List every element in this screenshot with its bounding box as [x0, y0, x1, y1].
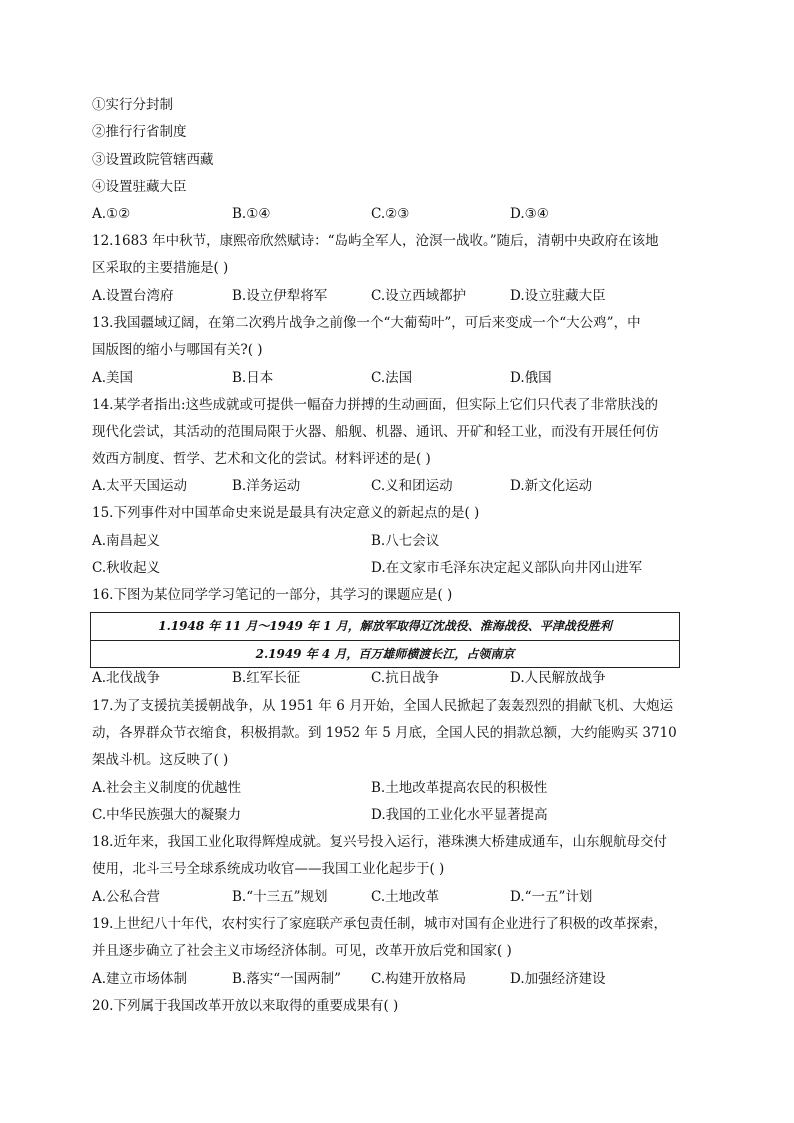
statement-item: ④设置驻藏大臣: [92, 179, 187, 195]
study-notes-table: [90, 612, 680, 668]
option-d: D.加强经济建设: [510, 971, 606, 987]
question-text: 效西方制度、哲学、艺术和文化的尝试。材料评述的是( ): [92, 451, 431, 467]
question-text: 现代化尝试，其活动的范围局限于火器、船舰、机器、通讯、开矿和轻工业，而没有开展任何仿: [92, 424, 659, 440]
option-b: B.日本: [232, 370, 274, 386]
option-d: D.人民解放战争: [510, 670, 606, 686]
notes-row: 2.1949 年 4 月，百万雄师横渡长江，占领南京: [255, 647, 515, 661]
option-d: D.俄国: [510, 370, 552, 386]
option-c: C.抗日战争: [371, 670, 440, 686]
question-text: 15.下列事件对中国革命史来说是最具有决定意义的新起点的是( ): [92, 505, 480, 521]
question-text: 16.下图为某位同学学习笔记的一部分，其学习的课题应是( ): [92, 587, 453, 603]
option-d: D.设立驻藏大臣: [510, 288, 606, 304]
option-d: D.在文家市毛泽东决定起义部队向井冈山进军: [371, 560, 643, 576]
option-a: A.建立市场体制: [92, 971, 188, 987]
option-c: C.土地改革: [371, 889, 440, 905]
option-a: A.北伐战争: [92, 670, 161, 686]
option-b: B.落实“一国两制”: [232, 971, 342, 987]
option-b: B.八七会议: [371, 533, 440, 549]
statement-item: ③设置政院管辖西藏: [92, 152, 214, 168]
question-text: 18.近年来，我国工业化取得辉煌成就。复兴号投入运行，港珠澳大桥建成通车，山东舰航母交付: [92, 834, 667, 850]
option-c: C.法国: [371, 370, 413, 386]
question-text: 并且逐步确立了社会主义市场经济体制。可见，改革开放后党和国家( ): [92, 943, 512, 959]
option-b: B.①④: [232, 206, 271, 222]
option-c: C.构建开放格局: [371, 971, 467, 987]
option-a: A.美国: [92, 370, 134, 386]
option-a: A.太平天国运动: [92, 478, 188, 494]
option-b: B.土地改革提高农民的积极性: [371, 780, 548, 796]
statement-item: ①实行分封制: [92, 97, 173, 113]
question-text: 国版图的缩小与哪国有关?( ): [92, 342, 263, 358]
option-a: A.①②: [92, 206, 131, 222]
option-b: B.“十三五”规划: [232, 889, 328, 905]
option-d: D.新文化运动: [510, 478, 593, 494]
question-text: 20.下列属于我国改革开放以来取得的重要成果有( ): [92, 998, 399, 1014]
question-text: 19.上世纪八十年代，农村实行了家庭联产承包责任制，城市对国有企业进行了积极的改革探索，: [92, 916, 667, 932]
question-text: 14.某学者指出:这些成就或可提供一幅奋力拼搏的生动画面，但实际上它们只代表了非常肤浅的: [92, 397, 659, 413]
option-c: C.中华民族强大的凝聚力: [92, 807, 242, 823]
option-c: C.设立西域都护: [371, 288, 467, 304]
option-d: D.③④: [510, 206, 549, 222]
option-a: A.社会主义制度的优越性: [92, 780, 242, 796]
question-text: 区采取的主要措施是( ): [92, 260, 229, 276]
statement-item: ②推行行省制度: [92, 124, 187, 140]
option-c: C.②③: [371, 206, 410, 222]
option-d: D.我国的工业化水平显著提高: [371, 807, 548, 823]
option-b: B.设立伊犁将军: [232, 288, 328, 304]
option-b: B.洋务运动: [232, 478, 301, 494]
option-d: D.“一五”计划: [510, 889, 593, 905]
question-text: 使用，北斗三号全球系统成功收官——我国工业化起步于( ): [92, 861, 445, 877]
question-text: 动，各界群众节衣缩食，积极捐款。到 1952 年 5 月底，全国人民的捐款总额，大约能购买 3710: [92, 725, 677, 741]
question-text: 17.为了支援抗美援朝战争，从 1951 年 6 月开始，全国人民掀起了轰轰烈烈的捐献飞机、大炮运: [92, 698, 674, 714]
option-a: A.南昌起义: [92, 533, 161, 549]
option-a: A.公私合营: [92, 889, 161, 905]
notes-row: 1.1948 年 11 月～1949 年 1 月，解放军取得辽沈战役、淮海战役、平津战役胜利: [91, 613, 679, 641]
option-c: C.秋收起义: [92, 560, 161, 576]
question-text: 12.1683 年中秋节，康熙帝欣然赋诗：“岛屿全军人，沧溟一战收。”随后，清朝中央政府在该地: [92, 233, 659, 249]
question-text: 13.我国疆域辽阔，在第二次鸦片战争之前像一个“大葡萄叶”，可后来变成一个“大公鸡”，中: [92, 315, 641, 331]
question-text: 架战斗机。这反映了( ): [92, 752, 229, 768]
option-b: B.红军长征: [232, 670, 301, 686]
option-c: C.义和团运动: [371, 478, 453, 494]
option-a: A.设置台湾府: [92, 288, 174, 304]
